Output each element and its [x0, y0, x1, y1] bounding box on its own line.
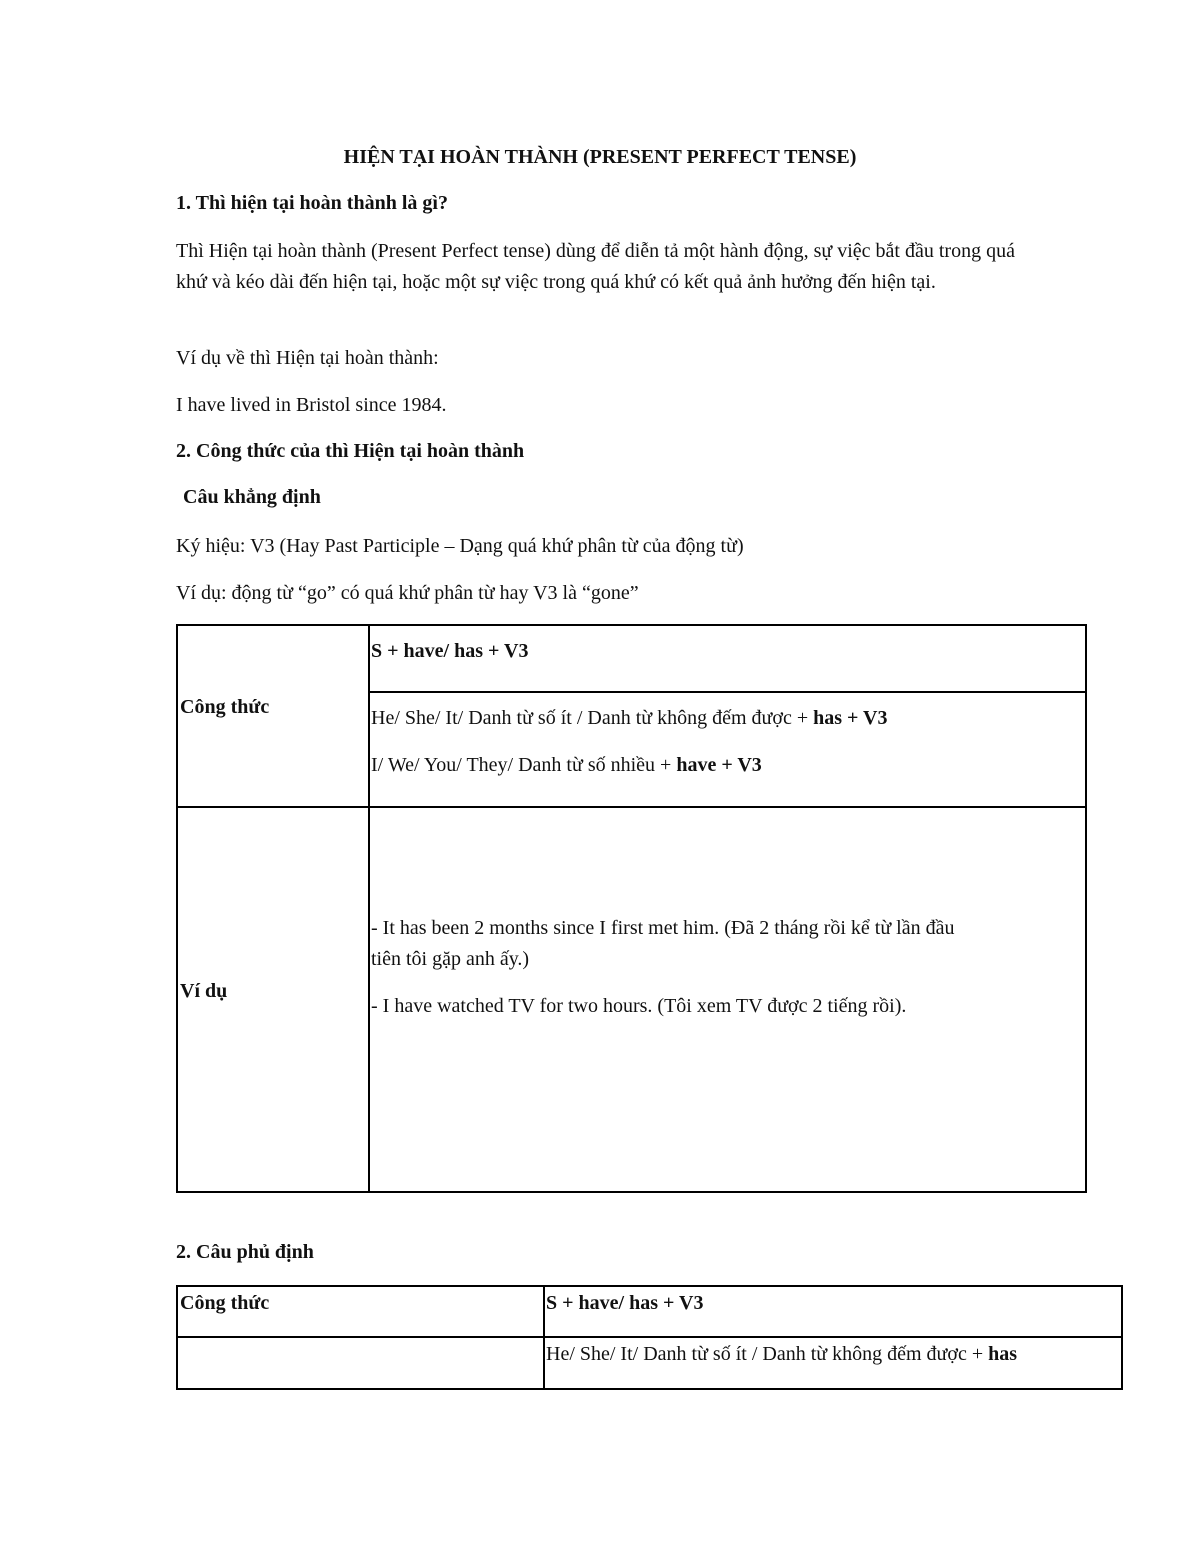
table-divider — [176, 806, 1087, 808]
table-divider — [368, 691, 1087, 693]
page-title: HIỆN TẠI HOÀN THÀNH (PRESENT PERFECT TENSE) — [343, 146, 857, 168]
example-line-1a: - It has been 2 months since I first met him. (Đã 2 tháng rồi kể từ lần đầu — [371, 917, 955, 939]
section1-heading: 1. Thì hiện tại hoàn thành là gì? — [176, 192, 448, 214]
negative-formula-cell: S + have/ has + V3 — [546, 1292, 704, 1314]
formula-cell: S + have/ has + V3 — [371, 640, 529, 662]
formula-line-singular: He/ She/ It/ Danh từ số ít / Danh từ không đếm được + has + V3 — [371, 707, 888, 729]
formula-line-plural: I/ We/ You/ They/ Danh từ số nhiều + have + V3 — [371, 754, 762, 776]
affirmative-subheading: Câu khẳng định — [183, 486, 321, 508]
negative-formula-line: He/ She/ It/ Danh từ số ít / Danh từ không đếm được + has — [546, 1343, 1018, 1365]
example-row-label: Ví dụ — [180, 980, 228, 1002]
section3-heading: 2. Câu phủ định — [176, 1241, 314, 1263]
example-sentence: I have lived in Bristol since 1984. — [176, 394, 447, 416]
table-divider — [368, 624, 370, 1193]
symbol-note: Ký hiệu: V3 (Hay Past Participle – Dạng quá khứ phân từ của động từ) — [176, 535, 744, 557]
negative-formula-label: Công thức — [180, 1292, 270, 1314]
example-line-2: - I have watched TV for two hours. (Tôi xem TV được 2 tiếng rồi). — [371, 995, 907, 1017]
example-line-1b: tiên tôi gặp anh ấy.) — [371, 948, 530, 970]
example-label: Ví dụ về thì Hiện tại hoàn thành: — [176, 347, 439, 369]
section1-paragraph: Thì Hiện tại hoàn thành (Present Perfect tense) dùng để diễn tả một hành động, sự việc bắt đầu trong quá khứ và kéo dài đến hiện tại, hoặc một sự việc trong quá khứ có kết quả ảnh hưởng đến hiện tại. — [176, 240, 1015, 293]
formula-label: Công thức — [180, 696, 270, 718]
table-divider — [176, 1336, 1123, 1338]
example-note: Ví dụ: động từ “go” có quá khứ phân từ hay V3 là “gone” — [176, 582, 639, 604]
section2-heading: 2. Công thức của thì Hiện tại hoàn thành — [176, 440, 525, 462]
